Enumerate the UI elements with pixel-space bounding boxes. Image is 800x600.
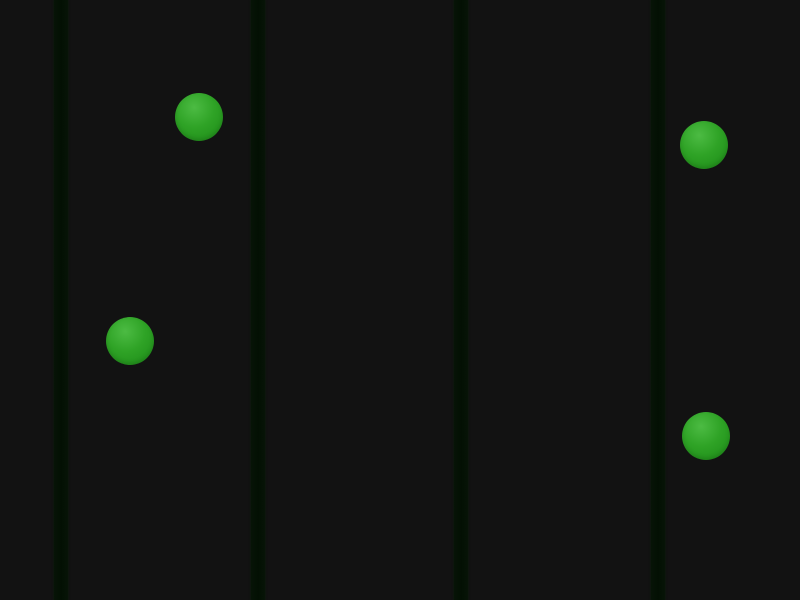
green-ball-icon[interactable] bbox=[175, 93, 223, 141]
lane-divider-line bbox=[651, 0, 665, 600]
green-ball-icon[interactable] bbox=[680, 121, 728, 169]
lane-divider-line bbox=[251, 0, 265, 600]
lane-divider-line bbox=[454, 0, 468, 600]
lane-divider-line bbox=[54, 0, 68, 600]
green-ball-icon[interactable] bbox=[682, 412, 730, 460]
green-ball-icon[interactable] bbox=[106, 317, 154, 365]
